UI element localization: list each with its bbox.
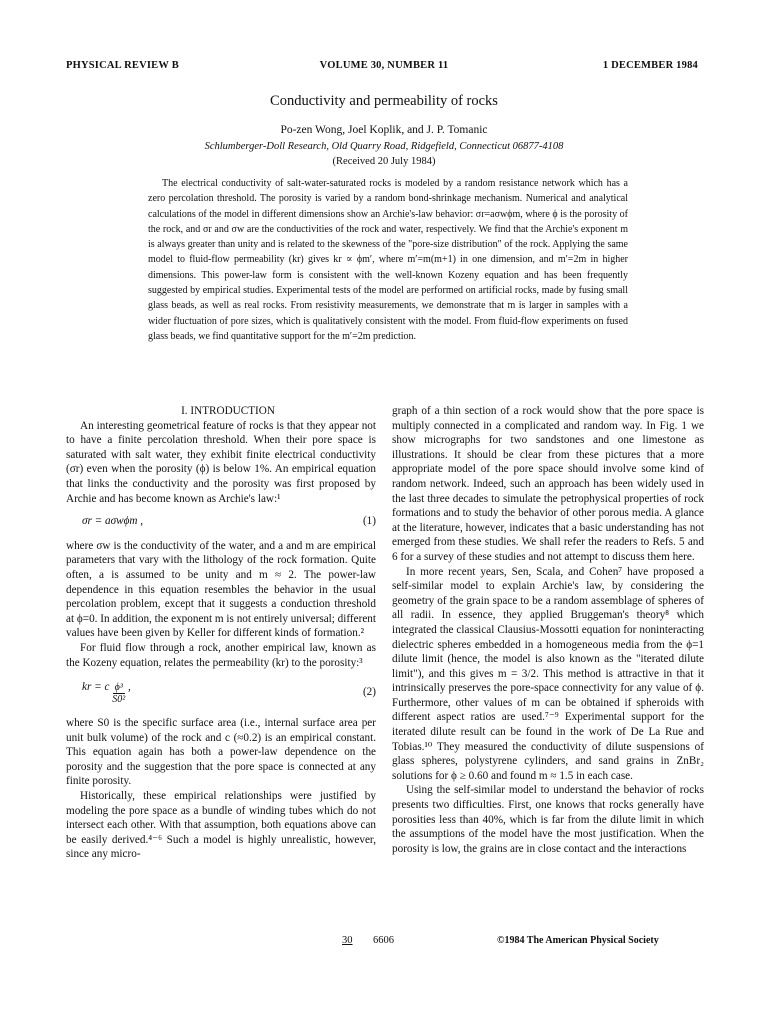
paragraph: graph of a thin section of a rock would show that the pore space is multiply connected in a complicated and random way. In Fig. 1 we show micrographs for two sandstones and one limestone as illustrations. It should be clear from these pictures that a more appropriate model of the pore space should involve some kind of random network. Indeed, such an approach has been widely used in the last three decades to simulate the petrophysical properties of rock formations and to study the behavior of other porous media. A glance at the literature, however, indicates that a basic understanding has not emerged from these studies. We shall refer the readers to Refs. 5 and 6 for a survey of these studies and not attempt to discuss them here. bbox=[392, 405, 704, 563]
paragraph: where σw is the conductivity of the water, and a and m are empirical parameters that vary with the lithology of the rock formation. Quite often, a is assumed to be unity and m ≈ 2. The power-law dependence in this equation resembles the behavior in the usual percolation problem, except that it suggests a conduction threshold at ϕ=0. In addition, the exponent m is not entirely universal; different values have been given by Keller for different kinds of formation.² bbox=[66, 539, 376, 640]
equation-1 bbox=[66, 514, 376, 529]
right-column bbox=[392, 404, 704, 856]
paragraph: In more recent years, Sen, Scala, and Cohen⁷ have proposed a self-similar model to explain Archie's law, by considering the geometry of the grain space to be a random assemblage of spheres of all radii. In essence, they applied Bruggeman's theory⁸ which integrated the classical Clausius-Mossotti equation for noninteracting dielectric spheres embedded in a homogeneous media from the ϕ=1 dilute limit (hence, the model is also known as the "iterated dilute limit"), and this gives m = 3/2. This method is attractive in that it intrinsically preserves the pore-space connectivity for any value of ϕ. Furthermore, other values of m can be obtained if spheroids with different aspect ratios are used.⁷⁻⁹ Experimental support for the iterated dilute result can be found in the work of De La Rue and Tobias.¹⁰ They measured the conductivity of dilute suspensions of glass spheres, polystyrene cylinders, and sand grains in ZnBr₂ solutions for ϕ ≥ 0.60 and found m ≈ 1.5 in each case. bbox=[392, 565, 704, 782]
fraction-denominator: S0² bbox=[112, 693, 126, 705]
issue-date: 1 DECEMBER 1984 bbox=[602, 60, 698, 71]
paper-title: Conductivity and permeability of rocks bbox=[270, 93, 498, 109]
paragraph: Using the self-similar model to understand the behavior of rocks presents two difficulties. First, one knows that rocks generally have porosities less than 40%, which is far from the dilute limit in which the assumptions of the model have the most justification. When the porosity is low, the grains are in close contact and the interactions bbox=[392, 784, 704, 855]
received-date: (Received 20 July 1984) bbox=[332, 156, 436, 167]
volume-number: VOLUME 30, NUMBER 11 bbox=[319, 60, 449, 71]
equation-number: (1) bbox=[362, 515, 376, 528]
footer-volume: 30 bbox=[342, 935, 353, 946]
author-list: Po-zen Wong, Joel Koplik, and J. P. Tomanic bbox=[280, 124, 488, 136]
fraction bbox=[112, 682, 125, 705]
section-heading: I. INTRODUCTION bbox=[181, 405, 275, 417]
paragraph: where S0 is the specific surface area (i.e., internal surface area per unit bulk volume) of the rock and c (≈0.2) is an empirical constant. This equation again has both a power-law dependence on the porosity and the suggestion that the pore space is connected at any finite porosity. bbox=[66, 717, 376, 788]
paragraph: For fluid flow through a rock, another empirical law, known as the Kozeny equation, relates the permeability (kr) to the porosity:³ bbox=[66, 641, 376, 669]
abstract-text: The electrical conductivity of salt-water-saturated rocks is modeled by a random resistance network which has a zero percolation threshold. The porosity is varied by a random bond-shrinkage mechanism. Numerical and analytical calculations of the model in different dimensions show an Archie's-law behavior: σr=aσwϕm, where ϕ is the porosity of the rock, and σr and σw are the conductivities of the rock and water, respectively. We find that the Archie's exponent m is always greater than unity and is related to the skewness of the "pore-size distribution" of the rock. Applying the same model to fluid-flow permeability (kr) gives kr ∝ ϕm′, where m′=m(m+1) in one dimension, and m′=2m in higher dimensions. This power-law form is consistent with the well-known Kozeny equation and has been frequently suggested by empirical studies. Experimental tests of the model are performed on artificial rocks, made by fusing small glass beads, as well as real rocks. From resistivity measurements, we demonstrate that m is larger in samples with a wider fluctuation of pore sizes, which is qualitatively consistent with the model. From fluid-flow experiments on fused glass beads, we find quantitative support for the m′=2m prediction. bbox=[148, 178, 628, 342]
fraction-numerator: ϕ³ bbox=[114, 681, 123, 693]
paragraph: An interesting geometrical feature of rocks is that they appear not to have a finite percolation threshold. When their pore space is saturated with salt water, they exhibit finite electrical conductivity (σr) even when the porosity (ϕ) is below 1%. An empirical equation that links the conductivity and the porosity was first proposed by Archie and has become known as Archie's law:¹ bbox=[66, 419, 376, 505]
copyright: ©1984 The American Physical Society bbox=[497, 935, 659, 946]
left-column bbox=[66, 404, 376, 862]
equation-lhs: kr = c bbox=[82, 680, 110, 693]
abstract bbox=[148, 176, 628, 344]
paragraph: Historically, these empirical relationships were justified by modeling the pore space as a bundle of winding tubes which do not intersect each other. With that assumption, both equations above can be easily derived.⁴⁻⁶ Such a model is highly unrealistic, however, since any micro- bbox=[66, 790, 376, 861]
page-number: 6606 bbox=[373, 935, 394, 946]
equation-2 bbox=[66, 676, 376, 708]
equation-body: σr = aσwϕm , bbox=[82, 515, 144, 528]
affiliation: Schlumberger-Doll Research, Old Quarry Road, Ridgefield, Connecticut 06877-4108 bbox=[204, 141, 564, 152]
journal-name: PHYSICAL REVIEW B bbox=[66, 60, 179, 71]
equation-number: (2) bbox=[362, 685, 376, 698]
equation-tail: , bbox=[128, 680, 131, 693]
